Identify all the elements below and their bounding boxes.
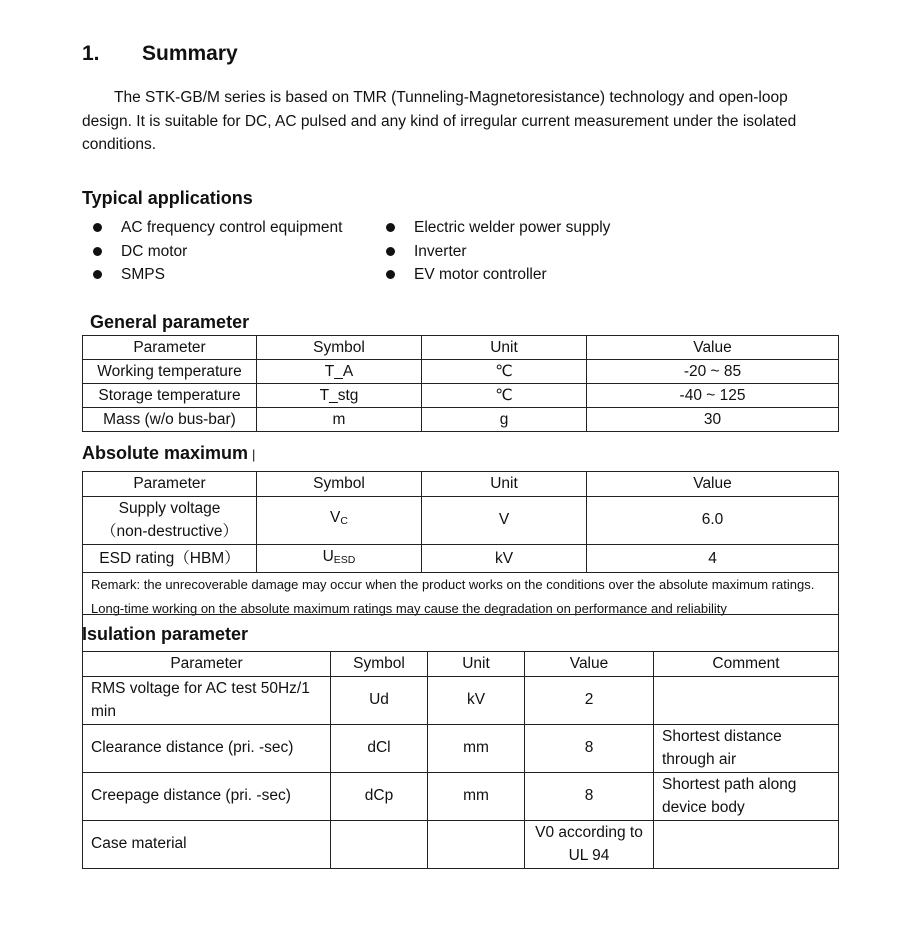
column-header: Symbol (257, 336, 422, 360)
table-cell (257, 496, 422, 544)
section-title (82, 40, 238, 68)
isolation-parameter-table (82, 651, 839, 869)
table-cell: T_stg (257, 384, 422, 408)
absolute-maximum-heading-text: Absolute maximum (82, 443, 249, 463)
table-row (83, 544, 839, 573)
table-row (83, 496, 839, 544)
table-header-row (83, 336, 839, 360)
symbol-subscript: ESD (333, 553, 356, 566)
table-cell: V0 according to UL 94 (525, 820, 654, 868)
table-cell: Working temperature (83, 360, 257, 384)
column-header: Value (587, 336, 839, 360)
table-row (83, 820, 839, 868)
cell-line: （non-destructive） (101, 523, 238, 540)
list-item: EV motor controller (384, 263, 610, 287)
table-cell: ESD rating（HBM） (83, 544, 257, 573)
table-row (83, 384, 839, 408)
table-cell (257, 544, 422, 573)
table-cell: 30 (587, 408, 839, 432)
table-cell: RMS voltage for AC test 50Hz/1 min (83, 676, 331, 724)
column-header: Value (587, 472, 839, 497)
column-header: Symbol (331, 652, 428, 677)
applications-list-left (91, 216, 342, 287)
column-header: Unit (422, 336, 587, 360)
table-cell: 8 (525, 772, 654, 820)
table-cell (428, 820, 525, 868)
table-cell: Case material (83, 820, 331, 868)
list-item: DC motor (91, 240, 342, 264)
table-cell: ℃ (422, 360, 587, 384)
section-number: 1. (82, 42, 100, 65)
column-header: Unit (428, 652, 525, 677)
table-row (83, 676, 839, 724)
column-header: Comment (654, 652, 839, 677)
table-header-row (83, 652, 839, 677)
list-item: SMPS (91, 263, 342, 287)
column-header: Parameter (83, 472, 257, 497)
column-header: Parameter (83, 652, 331, 677)
symbol-main: V (330, 509, 341, 527)
table-cell: T_A (257, 360, 422, 384)
isolation-parameter-heading: Isulation parameter (82, 624, 249, 644)
table-cell: Ud (331, 676, 428, 724)
absolute-maximum-heading (82, 441, 255, 467)
table-cell: V (422, 496, 587, 544)
table-cell: ℃ (422, 384, 587, 408)
column-header: Parameter (83, 336, 257, 360)
table-cell (654, 676, 839, 724)
table-cell: dCl (331, 724, 428, 772)
table-row (83, 360, 839, 384)
table-cell: dCp (331, 772, 428, 820)
absolute-maximum-table (82, 471, 839, 621)
table-cell: Creepage distance (pri. -sec) (83, 772, 331, 820)
general-parameter-heading: General parameter (90, 312, 250, 332)
column-header: Symbol (257, 472, 422, 497)
table-cell: m (257, 408, 422, 432)
table-row (83, 408, 839, 432)
column-header: Unit (422, 472, 587, 497)
cell-line: Supply voltage (118, 499, 221, 517)
table-cell: Clearance distance (pri. -sec) (83, 724, 331, 772)
column-header: Value (525, 652, 654, 677)
table-cell: mm (428, 772, 525, 820)
table-cell: mm (428, 724, 525, 772)
list-item: AC frequency control equipment (91, 216, 342, 240)
table-row (83, 724, 839, 772)
table-cell: -20 ~ 85 (587, 360, 839, 384)
table-cell: 8 (525, 724, 654, 772)
symbol-main: U (322, 547, 334, 565)
table-cell (654, 820, 839, 868)
table-cell: 6.0 (587, 496, 839, 544)
table-cell: Shortest path along device body (654, 772, 839, 820)
general-parameter-table (82, 335, 839, 432)
applications-list-right (384, 216, 610, 287)
table-cell: Shortest distance through air (654, 724, 839, 772)
table-header-row (83, 472, 839, 497)
applications-heading: Typical applications (82, 188, 253, 208)
heading-marker: | (252, 447, 256, 462)
summary-paragraph: The STK-GB/M series is based on TMR (Tunneling-Magnetoresistance) technology and open-loop design. It is suitable for DC, AC pulsed and any kind of irregular current measurement under the isolated conditions. (82, 89, 797, 153)
symbol-subscript: C (340, 515, 348, 528)
list-item: Inverter (384, 240, 610, 264)
list-item: Electric welder power supply (384, 216, 610, 240)
remark-text: Remark: the unrecoverable damage may occur when the product works on the conditions over the absolute maximum ratings. Long-time working on the absolute maximum ratings may cause the degradation on performance and reliability (83, 573, 839, 622)
table-cell: -40 ~ 125 (587, 384, 839, 408)
table-cell: 4 (587, 544, 839, 573)
table-cell: kV (422, 544, 587, 573)
table-row (83, 772, 839, 820)
table-cell: Mass (w/o bus-bar) (83, 408, 257, 432)
table-cell: Storage temperature (83, 384, 257, 408)
table-cell: g (422, 408, 587, 432)
table-cell (331, 820, 428, 868)
table-cell: kV (428, 676, 525, 724)
section-title-text: Summary (142, 42, 238, 65)
table-cell: 2 (525, 676, 654, 724)
table-cell (83, 496, 257, 544)
